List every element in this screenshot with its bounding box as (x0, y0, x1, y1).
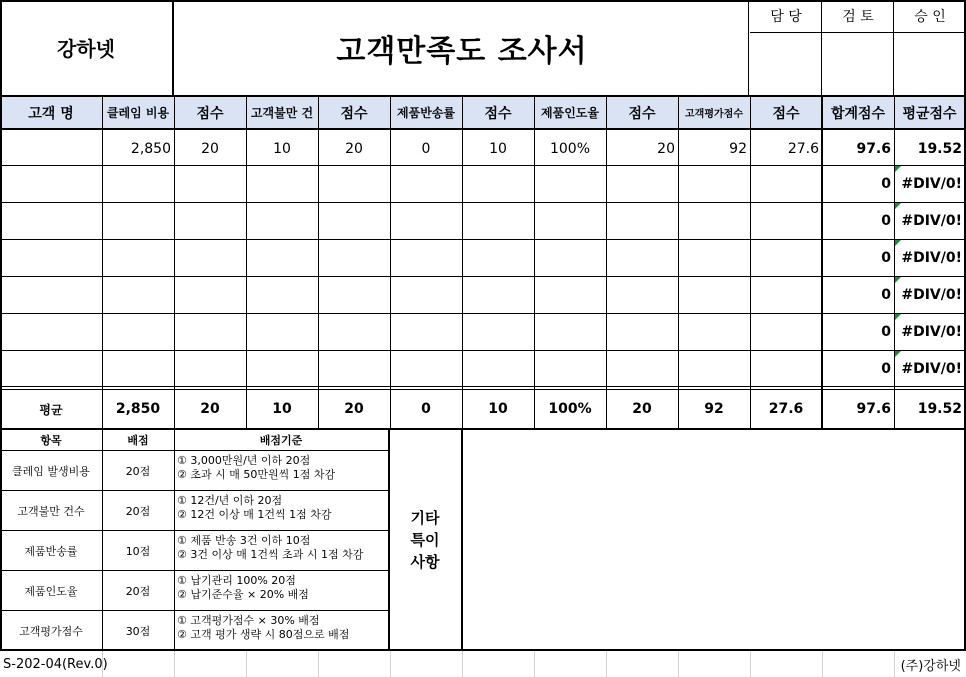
border-line (0, 570, 388, 571)
data-cell[interactable] (678, 350, 750, 387)
data-cell[interactable] (462, 239, 534, 276)
customer-name-cell[interactable] (0, 276, 102, 313)
border-line (893, 0, 894, 96)
data-cell[interactable] (606, 276, 678, 313)
criteria-item-score: 20점 (125, 584, 151, 598)
criteria-item-rule (174, 534, 388, 568)
average-cell: 20 (632, 401, 652, 417)
criteria-rule-line: ② 초과 시 매 50만원씩 1점 차감 (177, 468, 336, 481)
footer-company: (주)강하넷 (900, 658, 961, 674)
data-cell[interactable] (246, 350, 318, 387)
border-line (102, 96, 103, 429)
data-cell[interactable] (390, 313, 462, 350)
criteria-rule-line: ① 고객평가점수 × 30% 배점 (177, 614, 320, 627)
border-line (462, 96, 463, 429)
data-cell[interactable]: 0 (881, 360, 891, 377)
border-line (174, 430, 175, 650)
average-cell: 97.6 (856, 401, 891, 417)
data-cell[interactable]: 0 (881, 249, 891, 266)
data-cell[interactable]: 20 (657, 140, 675, 157)
error-flag-icon (895, 314, 901, 320)
border-line (0, 530, 388, 531)
column-header: 고객불만 건 (246, 96, 318, 129)
column-header: 점수 (750, 96, 822, 129)
approval-sign-box[interactable] (750, 33, 822, 95)
border-line (748, 0, 749, 96)
data-cell[interactable] (534, 239, 606, 276)
gridline (318, 650, 319, 677)
data-cell[interactable] (246, 313, 318, 350)
approval-label: 검 토 (842, 9, 874, 25)
data-cell[interactable] (750, 276, 822, 313)
data-cell[interactable]: 100% (549, 140, 591, 157)
criteria-rule-line: ② 납기준수율 × 20% 배점 (177, 588, 309, 601)
data-cell[interactable]: #DIV/0! (901, 212, 962, 229)
average-cell: 20 (200, 401, 220, 417)
data-cell[interactable] (750, 165, 822, 202)
average-cell: 100% (548, 401, 592, 417)
average-cell: 27.6 (768, 401, 804, 417)
criteria-rule-line: ② 3건 이상 매 1건씩 초과 시 1점 차감 (177, 548, 364, 561)
data-cell[interactable] (534, 313, 606, 350)
border-line (246, 96, 247, 429)
error-flag-icon (895, 240, 901, 246)
criteria-item-score: 20점 (125, 464, 151, 478)
data-cell[interactable] (750, 313, 822, 350)
data-cell[interactable] (678, 165, 750, 202)
data-cell[interactable] (750, 202, 822, 239)
data-cell[interactable] (390, 276, 462, 313)
average-label: 평균 (39, 402, 63, 417)
criteria-item-score: 20점 (125, 504, 151, 518)
average-cell: 19.52 (917, 401, 962, 417)
border-line (0, 490, 388, 491)
data-cell[interactable] (318, 239, 390, 276)
error-flag-icon (895, 351, 901, 357)
column-header: 평균점수 (894, 96, 965, 129)
document-title: 고객만족도 조사서 (336, 33, 588, 69)
gridline (606, 650, 607, 677)
average-cell: 92 (704, 401, 724, 417)
criteria-item-name: 고객불만 건수 (17, 504, 85, 518)
criteria-rule-line: ① 제품 반송 3건 이하 10점 (177, 534, 311, 547)
column-header: 고객평가점수 (678, 96, 750, 129)
data-cell[interactable]: #DIV/0! (901, 323, 962, 340)
criteria-header: 배점기준 (259, 434, 303, 447)
remarks-label: 기타 특이 사항 (410, 509, 440, 571)
criteria-header: 항목 (40, 434, 62, 447)
data-cell[interactable]: 0 (881, 212, 891, 229)
data-cell[interactable] (174, 350, 246, 387)
data-cell[interactable] (534, 276, 606, 313)
data-cell[interactable]: 0 (881, 323, 891, 340)
border-line (750, 32, 966, 33)
data-cell[interactable]: 27.6 (787, 140, 819, 157)
data-cell[interactable]: #DIV/0! (901, 249, 962, 266)
data-cell[interactable] (102, 313, 174, 350)
border-line (894, 96, 895, 429)
data-cell[interactable] (174, 239, 246, 276)
border-line (678, 96, 679, 429)
border-line (388, 430, 390, 650)
gridline (534, 650, 535, 677)
data-cell[interactable] (678, 276, 750, 313)
data-cell[interactable] (174, 202, 246, 239)
border-line (0, 610, 388, 611)
criteria-item-name: 클레임 발생비용 (12, 464, 90, 478)
data-cell[interactable] (318, 276, 390, 313)
average-cell: 2,850 (115, 401, 161, 417)
customer-name-cell[interactable] (0, 350, 102, 387)
data-cell[interactable] (390, 165, 462, 202)
data-cell[interactable] (606, 202, 678, 239)
data-cell[interactable] (390, 239, 462, 276)
border-line (102, 430, 103, 650)
approval-sign-box[interactable] (894, 33, 966, 95)
criteria-item-rule (174, 574, 388, 608)
data-cell[interactable] (462, 276, 534, 313)
data-cell[interactable] (678, 313, 750, 350)
approval-label: 승 인 (914, 9, 946, 25)
data-cell[interactable] (606, 350, 678, 387)
document-code: S-202-04(Rev.0) (3, 656, 108, 672)
column-header: 제품반송률 (390, 96, 462, 129)
data-cell[interactable] (246, 202, 318, 239)
data-cell[interactable]: 10 (273, 140, 291, 157)
criteria-rule-line: ① 3,000만원/년 이하 20점 (177, 454, 311, 467)
data-cell[interactable] (390, 202, 462, 239)
gridline (462, 650, 463, 677)
criteria-item-name: 제품인도율 (24, 584, 78, 598)
data-cell[interactable]: 0 (881, 286, 891, 303)
data-cell[interactable] (102, 239, 174, 276)
error-flag-icon (895, 203, 901, 209)
data-cell[interactable]: #DIV/0! (901, 175, 962, 192)
data-cell[interactable] (102, 276, 174, 313)
error-flag-icon (895, 166, 901, 172)
gridline (390, 650, 391, 677)
criteria-item-score: 30점 (125, 624, 151, 638)
border-line (318, 96, 319, 429)
column-header: 제품인도율 (534, 96, 606, 129)
customer-name-cell[interactable] (0, 202, 102, 239)
data-cell[interactable] (534, 350, 606, 387)
criteria-item-rule (174, 614, 388, 648)
customer-name-cell[interactable] (0, 165, 102, 202)
average-cell: 10 (488, 401, 508, 417)
company-name: 강하넷 (57, 37, 115, 61)
data-cell[interactable] (318, 350, 390, 387)
data-cell[interactable] (462, 313, 534, 350)
border-line (821, 96, 823, 429)
data-cell[interactable] (246, 276, 318, 313)
data-cell[interactable]: 19.52 (917, 140, 962, 157)
data-cell[interactable] (102, 165, 174, 202)
customer-name-cell[interactable] (0, 239, 102, 276)
border-line (821, 0, 822, 96)
criteria-rule-line: ② 12건 이상 매 1건씩 1점 차감 (177, 508, 332, 521)
column-header: 클레임 비용 (102, 96, 174, 129)
criteria-rule-line: ① 납기관리 100% 20점 (177, 574, 296, 587)
data-cell[interactable]: 20 (201, 140, 219, 157)
border-line (0, 0, 2, 650)
remarks-area[interactable] (462, 430, 965, 650)
data-cell[interactable]: 92 (729, 140, 747, 157)
data-cell[interactable] (534, 202, 606, 239)
border-line (606, 96, 607, 429)
data-cell[interactable] (246, 165, 318, 202)
approval-label: 담 당 (770, 9, 802, 25)
customer-name-cell[interactable] (0, 313, 102, 350)
data-cell[interactable] (750, 239, 822, 276)
column-header: 점수 (174, 96, 246, 129)
data-cell[interactable] (678, 239, 750, 276)
data-cell[interactable] (390, 350, 462, 387)
average-cell: 0 (421, 401, 431, 417)
column-header: 고객 명 (0, 96, 102, 129)
data-cell[interactable] (750, 350, 822, 387)
data-cell[interactable]: 2,850 (130, 140, 171, 157)
data-cell[interactable]: 97.6 (856, 140, 891, 157)
average-cell: 20 (344, 401, 364, 417)
data-cell[interactable] (318, 313, 390, 350)
data-cell[interactable]: #DIV/0! (901, 286, 962, 303)
border-line (461, 430, 463, 650)
border-line (0, 450, 388, 451)
data-cell[interactable]: 0 (421, 140, 431, 157)
border-line (534, 96, 535, 429)
data-cell[interactable] (102, 350, 174, 387)
gridline (678, 650, 679, 677)
criteria-rule-line: ① 12건/년 이하 20점 (177, 494, 283, 507)
data-cell[interactable] (318, 165, 390, 202)
average-cell: 10 (272, 401, 292, 417)
data-cell[interactable] (462, 350, 534, 387)
data-cell[interactable]: 10 (489, 140, 507, 157)
data-cell[interactable] (606, 239, 678, 276)
criteria-item-rule (174, 454, 388, 488)
criteria-item-name: 제품반송률 (24, 544, 78, 558)
criteria-item-rule (174, 494, 388, 528)
column-header: 점수 (318, 96, 390, 129)
approval-sign-box[interactable] (822, 33, 894, 95)
data-cell[interactable] (174, 276, 246, 313)
border-line (174, 96, 175, 429)
data-cell[interactable] (174, 165, 246, 202)
criteria-item-score: 10점 (125, 544, 151, 558)
customer-name-cell[interactable] (0, 130, 102, 167)
error-flag-icon (895, 277, 901, 283)
border-line (390, 96, 391, 429)
border-line (0, 649, 966, 651)
data-cell[interactable]: 0 (881, 175, 891, 192)
data-cell[interactable]: 20 (345, 140, 363, 157)
column-header: 합계점수 (822, 96, 894, 129)
border-line (750, 96, 751, 429)
data-cell[interactable] (462, 202, 534, 239)
border-line (172, 0, 174, 96)
data-cell[interactable] (606, 313, 678, 350)
criteria-header: 배점 (127, 434, 149, 447)
column-header: 점수 (606, 96, 678, 129)
data-cell[interactable] (102, 202, 174, 239)
criteria-item-name: 고객평가점수 (19, 624, 83, 638)
data-cell[interactable] (174, 313, 246, 350)
data-cell[interactable] (678, 202, 750, 239)
data-cell[interactable] (462, 165, 534, 202)
column-header: 점수 (462, 96, 534, 129)
data-cell[interactable] (606, 165, 678, 202)
criteria-rule-line: ② 고객 평가 생략 시 80점으로 배점 (177, 628, 350, 641)
data-cell[interactable] (318, 202, 390, 239)
data-cell[interactable] (246, 239, 318, 276)
data-cell[interactable] (534, 165, 606, 202)
data-cell[interactable]: #DIV/0! (901, 360, 962, 377)
